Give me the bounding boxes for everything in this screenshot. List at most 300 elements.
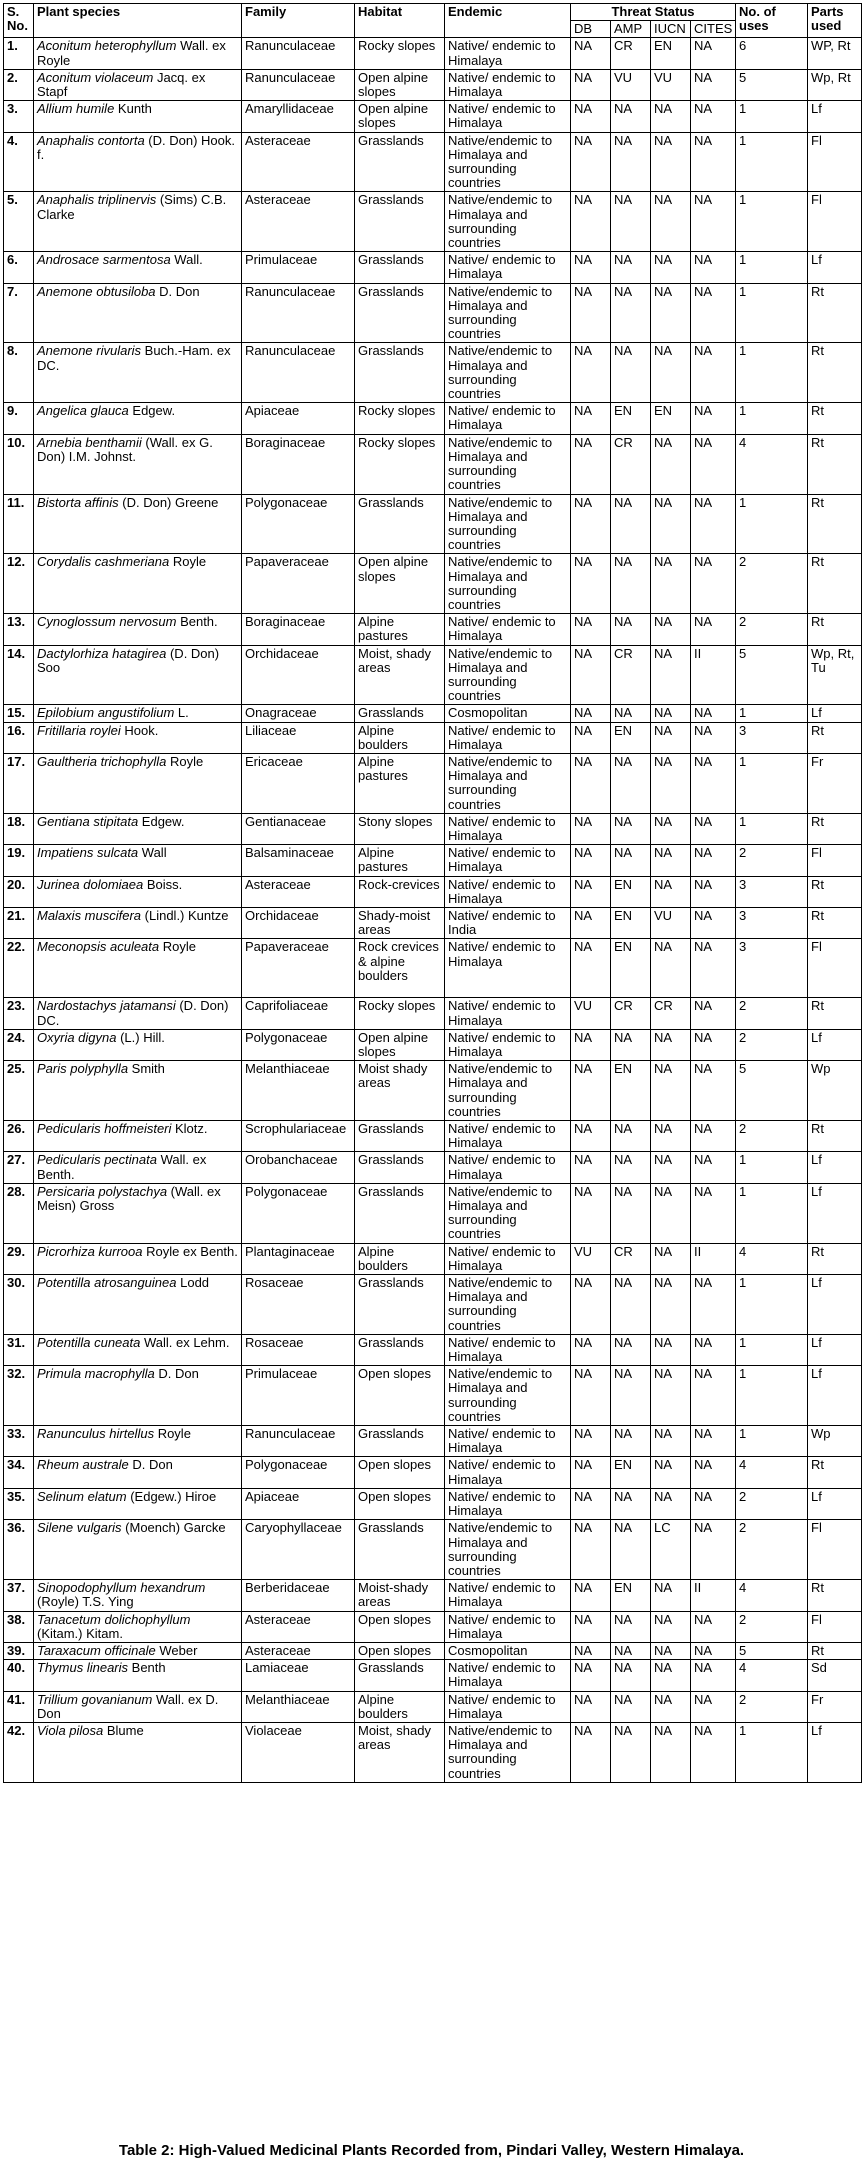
endemic-cell: Native/endemic to Himalaya and surrounding countries xyxy=(445,494,571,554)
threat-cites-cell: NA xyxy=(691,1660,736,1691)
threat-db-cell: NA xyxy=(571,1520,611,1580)
uses-count-cell: 1 xyxy=(736,1183,808,1243)
species-authority: (D. Don) Hook. f. xyxy=(37,132,235,162)
species-name xyxy=(34,69,242,100)
threat-cites-cell: NA xyxy=(691,252,736,283)
threat-amp-cell: NA xyxy=(611,1029,651,1060)
threat-amp-cell: NA xyxy=(611,1366,651,1426)
row-number: 34. xyxy=(4,1457,34,1488)
endemic-cell: Native/ endemic to India xyxy=(445,907,571,938)
species-name xyxy=(34,1488,242,1519)
family-cell: Boraginaceae xyxy=(242,434,355,494)
table-row xyxy=(4,1029,862,1060)
endemic-cell: Native/ endemic to Himalaya xyxy=(445,1611,571,1642)
row-number: 33. xyxy=(4,1426,34,1457)
threat-db-cell: NA xyxy=(571,494,611,554)
endemic-cell: Native/endemic to Himalaya and surrounding countries xyxy=(445,753,571,813)
species-name xyxy=(34,1722,242,1782)
habitat-cell: Alpine pastures xyxy=(355,614,445,645)
threat-amp-cell: NA xyxy=(611,343,651,403)
parts-used-cell: Lf xyxy=(808,252,862,283)
uses-count-cell: 6 xyxy=(736,38,808,69)
habitat-cell: Grasslands xyxy=(355,1152,445,1183)
threat-iucn-cell: NA xyxy=(651,1243,691,1274)
habitat-cell: Grasslands xyxy=(355,192,445,252)
parts-used-cell: Sd xyxy=(808,1660,862,1691)
row-number: 20. xyxy=(4,876,34,907)
row-number: 6. xyxy=(4,252,34,283)
row-number: 36. xyxy=(4,1520,34,1580)
header-iucn: IUCN xyxy=(651,21,691,38)
species-binomial: Pedicularis hoffmeisteri xyxy=(37,1121,172,1137)
threat-db-cell: NA xyxy=(571,554,611,614)
species-authority: (D. Don) Soo xyxy=(37,645,220,675)
family-cell: Scrophulariaceae xyxy=(242,1121,355,1152)
species-binomial: Fritillaria roylei xyxy=(37,722,121,738)
threat-cites-cell: NA xyxy=(691,1029,736,1060)
family-cell: Papaveraceae xyxy=(242,939,355,998)
family-cell: Plantaginaceae xyxy=(242,1243,355,1274)
parts-used-cell: Lf xyxy=(808,1488,862,1519)
family-cell: Rosaceae xyxy=(242,1334,355,1365)
uses-count-cell: 5 xyxy=(736,1642,808,1659)
threat-iucn-cell: NA xyxy=(651,1426,691,1457)
species-name xyxy=(34,1611,242,1642)
threat-db-cell: NA xyxy=(571,252,611,283)
uses-count-cell: 2 xyxy=(736,554,808,614)
parts-used-cell: Fl xyxy=(808,1611,862,1642)
threat-cites-cell: NA xyxy=(691,192,736,252)
species-authority: Benth. xyxy=(176,614,218,630)
row-number: 9. xyxy=(4,403,34,434)
row-number: 31. xyxy=(4,1334,34,1365)
parts-used-cell: Rt xyxy=(808,1457,862,1488)
row-number: 2. xyxy=(4,69,34,100)
row-number: 22. xyxy=(4,939,34,998)
species-binomial: Primula macrophylla xyxy=(37,1366,155,1382)
threat-amp-cell: NA xyxy=(611,753,651,813)
habitat-cell: Grasslands xyxy=(355,283,445,343)
species-binomial: Allium humile xyxy=(37,101,115,117)
threat-iucn-cell: NA xyxy=(651,1121,691,1152)
parts-used-cell: Fl xyxy=(808,132,862,192)
family-cell: Caryophyllaceae xyxy=(242,1520,355,1580)
family-cell: Asteraceae xyxy=(242,1611,355,1642)
endemic-cell: Native/endemic to Himalaya and surrounding countries xyxy=(445,1275,571,1335)
row-number: 23. xyxy=(4,998,34,1029)
endemic-cell: Native/endemic to Himalaya and surrounding countries xyxy=(445,192,571,252)
table-row xyxy=(4,434,862,494)
family-cell: Primulaceae xyxy=(242,252,355,283)
threat-db-cell: NA xyxy=(571,69,611,100)
row-number: 12. xyxy=(4,554,34,614)
endemic-cell: Native/endemic to Himalaya and surrounding countries xyxy=(445,645,571,705)
uses-count-cell: 1 xyxy=(736,403,808,434)
uses-count-cell: 4 xyxy=(736,1580,808,1611)
table-row xyxy=(4,101,862,132)
species-authority: L. xyxy=(174,705,189,721)
threat-db-cell: NA xyxy=(571,876,611,907)
threat-cites-cell: NA xyxy=(691,753,736,813)
species-authority: Jacq. ex Stapf xyxy=(37,69,206,100)
species-authority: Royle xyxy=(169,554,207,570)
uses-count-cell: 1 xyxy=(736,101,808,132)
habitat-cell: Grasslands xyxy=(355,252,445,283)
table-row xyxy=(4,554,862,614)
threat-iucn-cell: NA xyxy=(651,1642,691,1659)
threat-cites-cell: NA xyxy=(691,998,736,1029)
threat-amp-cell: NA xyxy=(611,1611,651,1642)
uses-count-cell: 3 xyxy=(736,876,808,907)
threat-cites-cell: NA xyxy=(691,434,736,494)
threat-iucn-cell: NA xyxy=(651,1457,691,1488)
parts-used-cell: Rt xyxy=(808,343,862,403)
uses-count-cell: 1 xyxy=(736,283,808,343)
threat-amp-cell: NA xyxy=(611,1642,651,1659)
threat-amp-cell: CR xyxy=(611,1243,651,1274)
habitat-cell: Open alpine slopes xyxy=(355,1029,445,1060)
uses-count-cell: 4 xyxy=(736,1243,808,1274)
uses-count-cell: 1 xyxy=(736,252,808,283)
family-cell: Apiaceae xyxy=(242,403,355,434)
species-name xyxy=(34,38,242,69)
endemic-cell: Native/endemic to Himalaya and surrounding countries xyxy=(445,283,571,343)
threat-cites-cell: NA xyxy=(691,343,736,403)
threat-amp-cell: EN xyxy=(611,939,651,998)
table-row xyxy=(4,132,862,192)
family-cell: Liliaceae xyxy=(242,722,355,753)
uses-count-cell: 2 xyxy=(736,1488,808,1519)
threat-iucn-cell: NA xyxy=(651,434,691,494)
uses-count-cell: 2 xyxy=(736,845,808,876)
endemic-cell: Native/ endemic to Himalaya xyxy=(445,1426,571,1457)
table-row xyxy=(4,1642,862,1659)
family-cell: Papaveraceae xyxy=(242,554,355,614)
table-row xyxy=(4,1722,862,1782)
table-row xyxy=(4,876,862,907)
family-cell: Orchidaceae xyxy=(242,907,355,938)
threat-cites-cell: NA xyxy=(691,1275,736,1335)
species-binomial: Bistorta affinis xyxy=(37,494,119,510)
species-binomial: Aconitum heterophyllum xyxy=(37,38,177,54)
species-authority: Wall. ex Royle xyxy=(37,38,226,68)
table-row xyxy=(4,845,862,876)
family-cell: Rosaceae xyxy=(242,1275,355,1335)
family-cell: Melanthiaceae xyxy=(242,1691,355,1722)
parts-used-cell: Fl xyxy=(808,939,862,998)
habitat-cell: Grasslands xyxy=(355,1426,445,1457)
habitat-cell: Alpine boulders xyxy=(355,722,445,753)
species-name xyxy=(34,1642,242,1659)
threat-iucn-cell: NA xyxy=(651,1660,691,1691)
uses-count-cell: 2 xyxy=(736,1611,808,1642)
species-name xyxy=(34,1580,242,1611)
row-number: 25. xyxy=(4,1061,34,1121)
endemic-cell: Native/ endemic to Himalaya xyxy=(445,614,571,645)
row-number: 32. xyxy=(4,1366,34,1426)
table-caption: Table 2: High-Valued Medicinal Plants Recorded from, Pindari Valley, Western Himalaya. xyxy=(118,2142,745,2159)
threat-cites-cell: II xyxy=(691,1243,736,1274)
uses-count-cell: 1 xyxy=(736,1152,808,1183)
threat-amp-cell: NA xyxy=(611,1152,651,1183)
endemic-cell: Native/endemic to Himalaya and surrounding countries xyxy=(445,554,571,614)
habitat-cell: Rocky slopes xyxy=(355,403,445,434)
species-binomial: Cynoglossum nervosum xyxy=(37,614,177,630)
row-number: 15. xyxy=(4,705,34,722)
row-number: 24. xyxy=(4,1029,34,1060)
row-number: 1. xyxy=(4,38,34,69)
species-authority: (Moench) Garcke xyxy=(121,1520,226,1536)
threat-cites-cell: NA xyxy=(691,1061,736,1121)
threat-cites-cell: NA xyxy=(691,1121,736,1152)
parts-used-cell: Fl xyxy=(808,1520,862,1580)
family-cell: Asteraceae xyxy=(242,1642,355,1659)
threat-db-cell: NA xyxy=(571,1488,611,1519)
parts-used-cell: Lf xyxy=(808,1334,862,1365)
species-name xyxy=(34,343,242,403)
endemic-cell: Native/ endemic to Himalaya xyxy=(445,1580,571,1611)
endemic-cell: Cosmopolitan xyxy=(445,705,571,722)
species-authority: Buch.-Ham. ex DC. xyxy=(37,343,231,373)
row-number: 13. xyxy=(4,614,34,645)
threat-iucn-cell: NA xyxy=(651,705,691,722)
species-authority: D. Don xyxy=(128,1457,173,1473)
threat-iucn-cell: NA xyxy=(651,1029,691,1060)
threat-amp-cell: NA xyxy=(611,813,651,844)
table-row xyxy=(4,1426,862,1457)
threat-db-cell: NA xyxy=(571,38,611,69)
parts-used-cell: Rt xyxy=(808,1580,862,1611)
endemic-cell: Native/ endemic to Himalaya xyxy=(445,1152,571,1183)
threat-iucn-cell: NA xyxy=(651,845,691,876)
table-row xyxy=(4,813,862,844)
species-authority: Royle xyxy=(159,939,196,955)
endemic-cell: Native/ endemic to Himalaya xyxy=(445,1691,571,1722)
threat-db-cell: NA xyxy=(571,192,611,252)
habitat-cell: Open slopes xyxy=(355,1457,445,1488)
threat-db-cell: NA xyxy=(571,645,611,705)
table-body xyxy=(4,38,862,1782)
parts-used-cell: Lf xyxy=(808,1183,862,1243)
parts-used-cell: Rt xyxy=(808,1243,862,1274)
threat-cites-cell: NA xyxy=(691,1520,736,1580)
species-binomial: Impatiens sulcata xyxy=(37,845,139,861)
endemic-cell: Native/endemic to Himalaya and surrounding countries xyxy=(445,1366,571,1426)
species-binomial: Viola pilosa xyxy=(37,1722,104,1738)
species-name xyxy=(34,813,242,844)
endemic-cell: Native/ endemic to Himalaya xyxy=(445,1660,571,1691)
threat-amp-cell: NA xyxy=(611,1426,651,1457)
species-binomial: Picrorhiza kurrooa xyxy=(37,1243,143,1259)
header-cites: CITES xyxy=(691,21,736,38)
threat-iucn-cell: NA xyxy=(651,1691,691,1722)
parts-used-cell: Fr xyxy=(808,1691,862,1722)
threat-amp-cell: NA xyxy=(611,845,651,876)
threat-iucn-cell: NA xyxy=(651,1334,691,1365)
species-binomial: Taraxacum officinale xyxy=(37,1642,156,1658)
uses-count-cell: 2 xyxy=(736,1520,808,1580)
species-authority: Wall. ex D. Don xyxy=(37,1691,219,1721)
species-name xyxy=(34,1457,242,1488)
medicinal-plants-table xyxy=(3,3,862,1783)
uses-count-cell: 1 xyxy=(736,494,808,554)
threat-amp-cell: NA xyxy=(611,1691,651,1722)
parts-used-cell: Lf xyxy=(808,705,862,722)
threat-amp-cell: CR xyxy=(611,434,651,494)
habitat-cell: Grasslands xyxy=(355,132,445,192)
header-sno: S. No. xyxy=(4,4,34,38)
table-row xyxy=(4,1660,862,1691)
threat-iucn-cell: NA xyxy=(651,101,691,132)
table-row xyxy=(4,939,862,998)
threat-iucn-cell: NA xyxy=(651,1061,691,1121)
endemic-cell: Cosmopolitan xyxy=(445,1642,571,1659)
table-row xyxy=(4,1520,862,1580)
table-row xyxy=(4,1334,862,1365)
threat-iucn-cell: NA xyxy=(651,343,691,403)
species-authority: (D. Don) DC. xyxy=(37,998,229,1028)
table-row xyxy=(4,1121,862,1152)
threat-db-cell: NA xyxy=(571,1121,611,1152)
parts-used-cell: Rt xyxy=(808,434,862,494)
threat-cites-cell: NA xyxy=(691,722,736,753)
threat-iucn-cell: CR xyxy=(651,998,691,1029)
threat-cites-cell: NA xyxy=(691,705,736,722)
uses-count-cell: 3 xyxy=(736,939,808,998)
threat-cites-cell: NA xyxy=(691,845,736,876)
parts-used-cell: Fl xyxy=(808,192,862,252)
parts-used-cell: Wp, Rt xyxy=(808,69,862,100)
parts-used-cell: Lf xyxy=(808,1275,862,1335)
uses-count-cell: 1 xyxy=(736,1275,808,1335)
table-row xyxy=(4,1275,862,1335)
threat-db-cell: NA xyxy=(571,1183,611,1243)
endemic-cell: Native/ endemic to Himalaya xyxy=(445,722,571,753)
threat-iucn-cell: VU xyxy=(651,907,691,938)
threat-iucn-cell: NA xyxy=(651,753,691,813)
table-row xyxy=(4,645,862,705)
parts-used-cell: Fl xyxy=(808,845,862,876)
threat-db-cell: NA xyxy=(571,1029,611,1060)
header-species: Plant species xyxy=(34,4,242,38)
uses-count-cell: 1 xyxy=(736,1722,808,1782)
species-authority: Edgew. xyxy=(138,813,185,829)
threat-iucn-cell: NA xyxy=(651,1366,691,1426)
threat-cites-cell: NA xyxy=(691,1691,736,1722)
species-binomial: Ranunculus hirtellus xyxy=(37,1426,155,1442)
species-binomial: Trillium govanianum xyxy=(37,1691,153,1707)
threat-iucn-cell: NA xyxy=(651,1488,691,1519)
species-name xyxy=(34,1520,242,1580)
endemic-cell: Native/endemic to Himalaya and surrounding countries xyxy=(445,1520,571,1580)
threat-amp-cell: NA xyxy=(611,132,651,192)
species-binomial: Anaphalis contorta xyxy=(37,132,145,148)
habitat-cell: Rock-crevices xyxy=(355,876,445,907)
threat-cites-cell: NA xyxy=(691,494,736,554)
family-cell: Ranunculaceae xyxy=(242,1426,355,1457)
threat-amp-cell: NA xyxy=(611,1121,651,1152)
threat-amp-cell: NA xyxy=(611,614,651,645)
threat-cites-cell: NA xyxy=(691,101,736,132)
threat-cites-cell: NA xyxy=(691,283,736,343)
family-cell: Violaceae xyxy=(242,1722,355,1782)
threat-iucn-cell: EN xyxy=(651,403,691,434)
endemic-cell: Native/ endemic to Himalaya xyxy=(445,813,571,844)
threat-db-cell: NA xyxy=(571,1642,611,1659)
habitat-cell: Open slopes xyxy=(355,1488,445,1519)
endemic-cell: Native/ endemic to Himalaya xyxy=(445,1243,571,1274)
threat-db-cell: NA xyxy=(571,1426,611,1457)
species-authority: (Royle) T.S. Ying xyxy=(37,1594,134,1610)
species-binomial: Malaxis muscifera xyxy=(37,907,142,923)
species-name xyxy=(34,283,242,343)
species-binomial: Oxyria digyna xyxy=(37,1029,117,1045)
family-cell: Polygonaceae xyxy=(242,1183,355,1243)
species-authority: Hook. xyxy=(120,722,159,738)
species-name xyxy=(34,1426,242,1457)
uses-count-cell: 1 xyxy=(736,705,808,722)
header-habitat: Habitat xyxy=(355,4,445,38)
parts-used-cell: Lf xyxy=(808,1029,862,1060)
row-number: 8. xyxy=(4,343,34,403)
species-name xyxy=(34,1243,242,1274)
threat-amp-cell: NA xyxy=(611,1334,651,1365)
species-name xyxy=(34,132,242,192)
threat-amp-cell: NA xyxy=(611,554,651,614)
habitat-cell: Rocky slopes xyxy=(355,998,445,1029)
endemic-cell: Native/ endemic to Himalaya xyxy=(445,1457,571,1488)
row-number: 5. xyxy=(4,192,34,252)
species-authority: Wall. ex Benth. xyxy=(37,1152,207,1182)
header-threat-status: Threat Status xyxy=(571,4,736,21)
species-authority: Weber xyxy=(155,1642,198,1658)
threat-amp-cell: NA xyxy=(611,1275,651,1335)
species-authority: (D. Don) Greene xyxy=(118,494,219,510)
endemic-cell: Native/ endemic to Himalaya xyxy=(445,845,571,876)
table-row xyxy=(4,1580,862,1611)
threat-iucn-cell: LC xyxy=(651,1520,691,1580)
table-row xyxy=(4,1243,862,1274)
parts-used-cell: Rt xyxy=(808,813,862,844)
species-authority: Wall. ex Lehm. xyxy=(140,1334,230,1350)
habitat-cell: Grasslands xyxy=(355,1660,445,1691)
threat-cites-cell: NA xyxy=(691,876,736,907)
family-cell: Balsaminaceae xyxy=(242,845,355,876)
threat-amp-cell: CR xyxy=(611,645,651,705)
species-name xyxy=(34,554,242,614)
table-row xyxy=(4,753,862,813)
family-cell: Ranunculaceae xyxy=(242,69,355,100)
row-number: 3. xyxy=(4,101,34,132)
threat-cites-cell: NA xyxy=(691,907,736,938)
family-cell: Apiaceae xyxy=(242,1488,355,1519)
threat-cites-cell: NA xyxy=(691,132,736,192)
threat-cites-cell: NA xyxy=(691,1611,736,1642)
species-name xyxy=(34,722,242,753)
table-row xyxy=(4,722,862,753)
parts-used-cell: WP, Rt xyxy=(808,38,862,69)
threat-cites-cell: NA xyxy=(691,1334,736,1365)
uses-count-cell: 1 xyxy=(736,343,808,403)
species-authority: D. Don xyxy=(155,283,200,299)
species-authority: Klotz. xyxy=(171,1121,208,1137)
parts-used-cell: Lf xyxy=(808,1722,862,1782)
uses-count-cell: 5 xyxy=(736,1061,808,1121)
uses-count-cell: 4 xyxy=(736,1660,808,1691)
species-binomial: Potentilla atrosanguinea xyxy=(37,1275,177,1291)
threat-db-cell: NA xyxy=(571,1152,611,1183)
threat-cites-cell: II xyxy=(691,645,736,705)
